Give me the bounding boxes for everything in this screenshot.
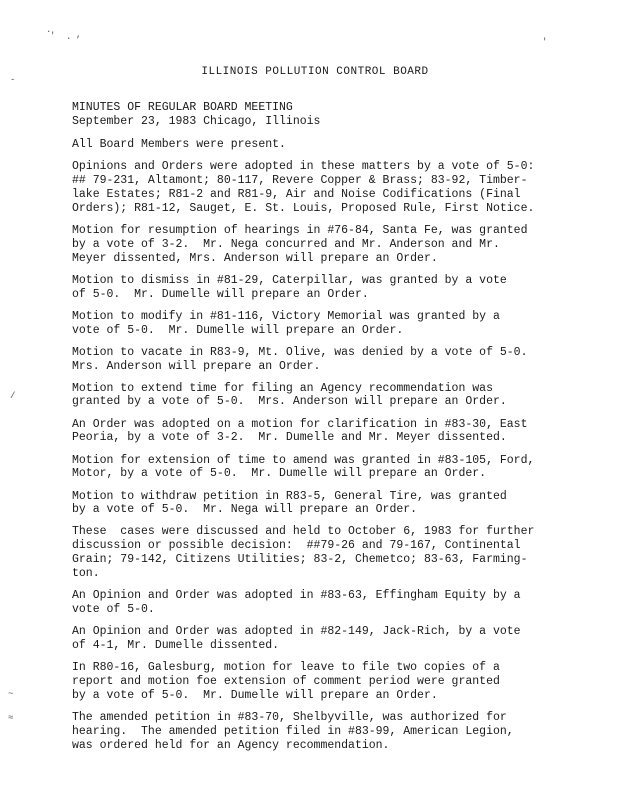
paragraph-line: Mrs. Anderson will prepare an Order. <box>72 359 321 373</box>
paragraph-line: Motion for resumption of hearings in #76-84, Santa Fe, was granted <box>72 223 528 237</box>
paragraph-line: Motion to extend time for filing an Agency recommendation was <box>72 381 493 395</box>
paragraph-line: of 4-1, Mr. Dumelle dissented. <box>72 639 280 653</box>
paragraph-line: Motion to modify in #81-116, Victory Memorial was granted by a <box>72 309 500 323</box>
paragraph-line: lake Estates; R81-2 and R81-9, Air and Noise Codifications (Final <box>72 187 521 201</box>
paragraph-line: These cases were discussed and held to October 6, 1983 for further <box>72 525 535 539</box>
scan-mark: - <box>10 75 16 85</box>
minutes-paragraph <box>72 160 562 216</box>
minutes-paragraph <box>72 525 562 581</box>
scan-mark: ' <box>50 31 56 41</box>
minutes-paragraph <box>72 346 562 374</box>
scan-mark: , <box>76 30 82 40</box>
scan-mark: ~ <box>8 689 14 699</box>
paragraph-line: of 5-0. Mr. Dumelle will prepare an Order. <box>72 287 369 301</box>
paragraph-line: Motion to vacate in R83-9, Mt. Olive, was denied by a vote of 5-0. <box>72 345 528 359</box>
paragraph-line: granted by a vote of 5-0. Mrs. Anderson will prepare an Order. <box>72 395 507 409</box>
paragraph-line: ton. <box>72 567 100 581</box>
paragraph-line: ## 79-231, Altamont; 80-117, Revere Copper & Brass; 83-92, Timber- <box>72 173 528 187</box>
paragraph-line: Motion to withdraw petition in R83-5, General Tire, was granted <box>72 489 507 503</box>
paragraph-line: Grain; 79-142, Citizens Utilities; 83-2, Chemetco; 83-63, Farming- <box>72 553 528 567</box>
paragraph-line: vote of 5-0. Mr. Dumelle will prepare an Order. <box>72 323 404 337</box>
minutes-paragraph <box>72 418 562 446</box>
minutes-paragraph <box>72 310 562 338</box>
scan-mark: / <box>10 391 16 401</box>
minutes-paragraph <box>72 224 562 266</box>
paragraph-line: Motor, by a vote of 5-0. Mr. Dumelle will prepare an Order. <box>72 467 487 481</box>
paragraph-line: vote of 5-0. <box>72 603 155 617</box>
paragraph-line: All Board Members were present. <box>72 138 286 151</box>
scan-mark: ≈ <box>8 713 14 723</box>
paragraph-line: An Opinion and Order was adopted in #83-63, Effingham Equity by a <box>72 589 521 603</box>
minutes-paragraph <box>72 625 562 653</box>
scan-mark: ' <box>542 37 548 47</box>
paragraph-line: by a vote of 3-2. Mr. Nega concurred and Mr. Anderson and Mr. <box>72 237 500 251</box>
paragraph-line: An Opinion and Order was adopted in #82-149, Jack-Rich, by a vote <box>72 625 521 639</box>
minutes-paragraph <box>72 490 562 518</box>
minutes-paragraph <box>72 711 562 753</box>
paragraph-line: The amended petition in #83-70, Shelbyville, was authorized for <box>72 711 507 725</box>
paragraph-line: discussion or possible decision: ##79-26 and 79-167, Continental <box>72 539 521 553</box>
meeting-date-place: September 23, 1983 Chicago, Illinois <box>72 115 321 128</box>
scan-mark: . <box>66 32 72 42</box>
minutes-paragraph <box>72 274 562 302</box>
paragraph-line: Meyer dissented, Mrs. Anderson will prepare an Order. <box>72 251 438 265</box>
document-title: ILLINOIS POLLUTION CONTROL BOARD <box>201 66 429 78</box>
paragraph-line: Motion for extension of time to amend was granted in #83-105, Ford, <box>72 453 535 467</box>
paragraph-line: Motion to dismiss in #81-29, Caterpillar, was granted by a vote <box>72 273 507 287</box>
minutes-heading: MINUTES OF REGULAR BOARD MEETING <box>72 101 293 114</box>
paragraph-line: Orders); R81-12, Sauget, E. St. Louis, Proposed Rule, First Notice. <box>72 201 535 215</box>
minutes-paragraph <box>72 454 562 482</box>
minutes-paragraph <box>72 382 562 410</box>
paragraph-line: was ordered held for an Agency recommendation. <box>72 738 390 752</box>
minutes-paragraph <box>72 661 562 703</box>
paragraph-line: Peoria, by a vote of 3-2. Mr. Dumelle and Mr. Meyer dissented. <box>72 431 507 445</box>
minutes-heading-block <box>72 101 320 129</box>
paragraph-line: In R80-16, Galesburg, motion for leave to file two copies of a <box>72 661 500 675</box>
minutes-paragraph <box>72 589 562 617</box>
paragraph-line: Opinions and Orders were adopted in these matters by a vote of 5-0: <box>72 160 535 174</box>
paragraph-line: report and motion foe extension of comment period were granted <box>72 675 500 689</box>
paragraph-line: hearing. The amended petition filed in #83-99, American Legion, <box>72 724 514 738</box>
paragraph-line: An Order was adopted on a motion for clarification in #83-30, East <box>72 417 528 431</box>
minutes-paragraph <box>72 138 562 152</box>
scan-mark: . <box>46 25 52 35</box>
paragraph-line: by a vote of 5-0. Mr. Nega will prepare an Order. <box>72 503 418 517</box>
minutes-body <box>72 138 562 761</box>
paragraph-line: by a vote of 5-0. Mr. Dumelle will prepare an Order. <box>72 688 438 702</box>
